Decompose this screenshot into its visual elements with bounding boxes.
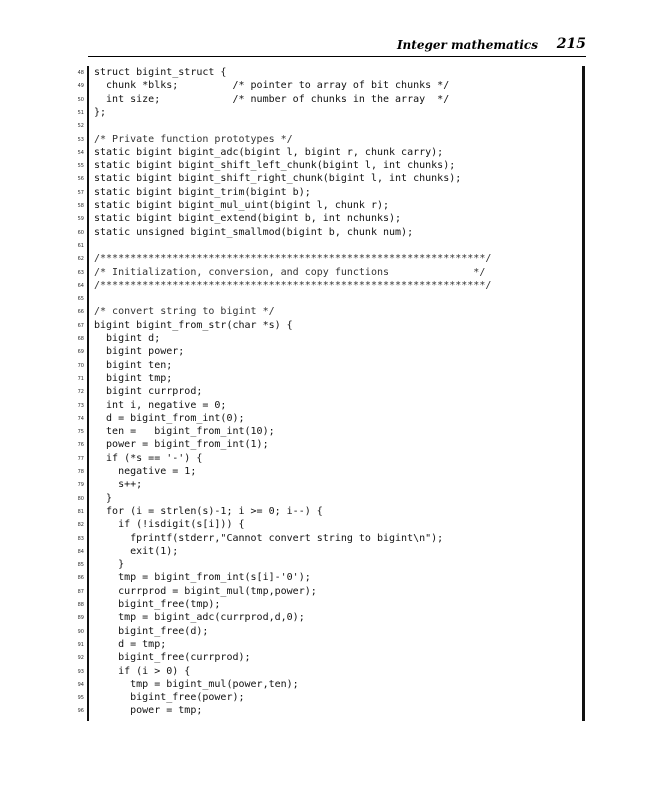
code-text: static bigint bigint_shift_right_chunk(bigint l, int chunks); [94,173,462,185]
line-number: 53 [77,136,84,143]
code-line [70,558,582,571]
code-text: static bigint bigint_trim(bigint b); [94,186,311,198]
line-number: 91 [77,641,84,648]
code-line [70,478,582,491]
line-number: 88 [77,602,84,608]
line-number: 58 [77,203,84,209]
line-number: 48 [77,70,84,76]
code-text: static unsigned bigint_smallmod(bigint b, chunk num); [94,226,414,238]
code-text: bigint currprod; [94,386,203,398]
page-number: 215 [556,36,586,52]
code-text: power = tmp; [94,705,203,717]
code-line [70,665,582,678]
line-number: 72 [77,389,84,396]
code-text: static bigint bigint_extend(bigint b, int nchunks); [94,213,402,225]
line-number: 55 [77,163,84,170]
line-number: 83 [77,535,84,542]
code-text: bigint bigint_from_str(char *s) { [94,319,293,331]
code-text: /****************************************************************/ [94,253,492,265]
code-line [70,159,582,172]
code-text: for (i = strlen(s)-1; i >= 0; i--) { [94,505,323,517]
line-number: 69 [77,349,84,356]
running-title: Integer mathematics [396,38,538,52]
code-text: bigint tmp; [94,372,173,384]
line-number: 60 [77,229,84,236]
line-number: 95 [77,695,84,702]
code-line [70,571,582,584]
code-line [70,465,582,478]
code-line [70,372,582,385]
code-line [70,585,582,598]
line-number: 74 [77,415,84,422]
code-line [70,119,582,132]
code-text: bigint_free(currprod); [94,652,251,664]
code-line [70,319,582,332]
code-line [70,638,582,651]
line-number: 61 [77,242,84,249]
code-line [70,172,582,185]
line-number: 84 [77,548,84,555]
line-number: 86 [77,575,84,582]
code-line [70,438,582,451]
code-text: /****************************************************************/ [94,279,492,291]
code-text: tmp = bigint_mul(power,ten); [94,678,299,690]
code-text: if (!isdigit(s[i])) { [94,519,245,531]
line-number: 75 [77,429,84,436]
code-line [70,106,582,119]
code-line [70,691,582,704]
code-line [70,359,582,372]
line-number: 94 [77,681,84,688]
code-text: int size; /* number of chunks in the array */ [94,93,450,105]
code-line [70,239,582,252]
line-number: 67 [77,322,84,329]
code-text: bigint power; [94,346,185,358]
code-text: static bigint bigint_mul_uint(bigint l, chunk r); [94,200,390,211]
line-number: 82 [77,522,84,529]
code-line [70,332,582,345]
line-number: 68 [77,336,84,342]
code-text: /* Private function prototypes */ [94,133,293,145]
line-number: 79 [77,482,84,489]
code-text: bigint d; [94,333,161,344]
code-line [70,93,582,106]
code-line [70,425,582,438]
code-line [70,492,582,505]
code-text: d = bigint_from_int(0); [94,412,245,424]
code-text: fprintf(stderr,"Cannot convert string to bigint\n"); [94,532,444,544]
line-number: 54 [77,149,84,156]
code-text: if (*s == '-') { [94,452,203,464]
line-number: 73 [77,402,84,409]
code-line [70,66,582,79]
code-line [70,199,582,212]
code-text: static bigint bigint_adc(bigint l, bigint r, chunk carry); [94,146,444,158]
line-number: 89 [77,615,84,622]
code-line [70,79,582,92]
line-number: 57 [77,189,84,196]
code-line [70,146,582,159]
line-number: 66 [77,309,84,316]
line-number: 56 [77,176,84,183]
code-line [70,518,582,531]
line-number: 80 [77,495,84,502]
code-text: tmp = bigint_adc(currprod,d,0); [94,612,305,624]
line-number: 65 [77,296,84,303]
code-line [70,611,582,624]
code-line [70,678,582,691]
line-number: 77 [77,455,84,462]
code-text: negative = 1; [94,466,197,477]
code-line [70,385,582,398]
code-line [70,212,582,225]
line-number: 81 [77,508,84,515]
code-line [70,399,582,412]
code-line [70,186,582,199]
code-line [70,505,582,518]
code-text: s++; [94,479,143,491]
code-text: chunk *blks; /* pointer to array of bit chunks */ [94,80,450,92]
code-line [70,226,582,239]
code-line [70,625,582,638]
code-line [70,133,582,146]
code-text: bigint_free(d); [94,625,209,637]
code-text: power = bigint_from_int(1); [94,439,269,451]
code-text: /* Initialization, conversion, and copy functions */ [94,266,486,278]
code-text: exit(1); [94,545,179,557]
code-line [70,704,582,717]
code-text: } [94,559,125,571]
line-number: 50 [77,96,84,103]
line-number: 87 [77,588,84,595]
code-line [70,545,582,558]
code-line [70,252,582,265]
code-listing [70,66,590,721]
code-text: /* convert string to bigint */ [94,306,275,318]
code-text: struct bigint_struct { [94,67,227,78]
code-text: }; [94,106,107,118]
code-line [70,266,582,279]
code-line [70,452,582,465]
line-number: 76 [77,442,84,449]
code-line [70,412,582,425]
line-number: 90 [77,628,84,635]
code-line [70,598,582,611]
line-number: 59 [77,216,84,223]
line-number: 70 [77,362,84,369]
page-header [88,36,586,57]
code-text: ten = bigint_from_int(10); [94,426,275,438]
line-number: 51 [77,109,84,116]
code-text: bigint_free(tmp); [94,599,221,610]
code-text: bigint_free(power); [94,692,245,704]
line-number: 63 [77,269,84,276]
code-text: if (i > 0) { [94,665,191,677]
code-text: static bigint bigint_shift_left_chunk(bigint l, int chunks); [94,160,456,172]
code-text: } [94,492,113,504]
line-number: 96 [77,708,84,715]
code-line [70,532,582,545]
code-text: tmp = bigint_from_int(s[i]-'0'); [94,572,311,584]
code-line [70,305,582,318]
line-number: 78 [77,469,84,475]
listing-right-rule [582,66,585,721]
code-text: d = tmp; [94,638,167,650]
line-number: 85 [77,562,84,569]
line-number: 93 [77,668,84,675]
code-line [70,651,582,664]
line-number: 64 [77,282,84,289]
line-number: 49 [77,83,84,90]
code-text: int i, negative = 0; [94,399,227,411]
code-line [70,292,582,305]
code-line [70,279,582,292]
code-text: bigint ten; [94,359,173,371]
code-text: currprod = bigint_mul(tmp,power); [94,585,317,597]
code-line [70,345,582,358]
line-number: 62 [77,256,84,263]
line-number: 71 [77,375,84,382]
line-number: 52 [77,123,84,130]
line-number: 92 [77,655,84,662]
